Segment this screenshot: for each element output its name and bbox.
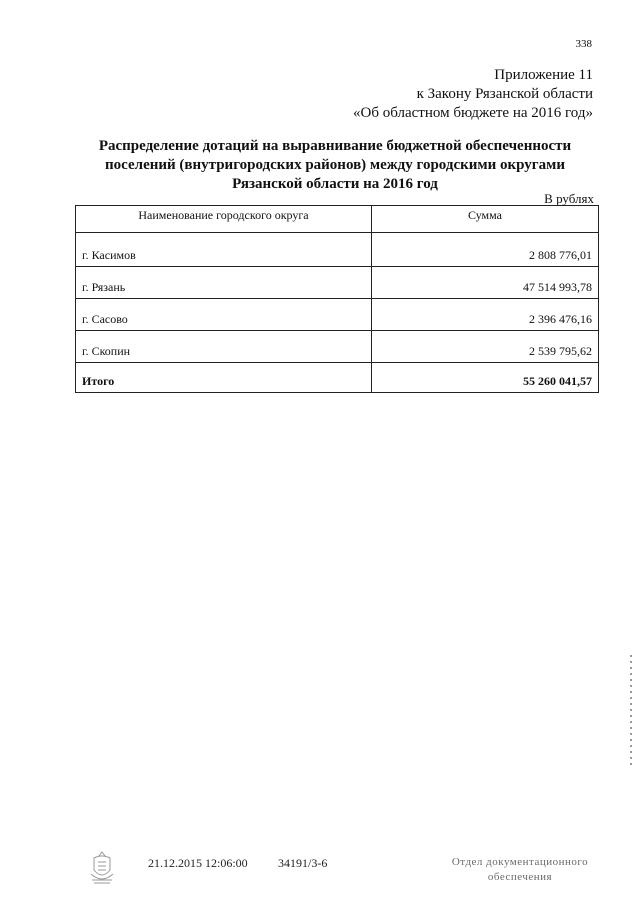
appendix-block (353, 66, 593, 123)
footer-reg-number: 34191/3-6 (278, 856, 328, 870)
district-name: г. Скопин (76, 331, 372, 363)
title-line: Рязанской области на 2016 год (232, 176, 438, 192)
district-name: г. Рязань (76, 267, 372, 299)
coat-of-arms-icon (88, 850, 116, 886)
appendix-line: к Закону Рязанской области (416, 86, 593, 102)
table-header-row (76, 206, 599, 233)
total-row (76, 363, 599, 393)
page-number: 338 (575, 38, 592, 50)
document-title (70, 137, 600, 194)
appendix-line: «Об областном бюджете на 2016 год» (353, 105, 593, 121)
column-header-amount: Сумма (372, 206, 599, 233)
table-row (76, 267, 599, 299)
district-amount: 2 808 776,01 (372, 233, 599, 267)
appendix-line: Приложение 11 (494, 67, 593, 83)
district-name: г. Сасово (76, 299, 372, 331)
district-amount: 2 539 795,62 (372, 331, 599, 363)
stamp-line: Отдел документационного (451, 856, 589, 868)
column-header-name: Наименование городского округа (76, 206, 372, 233)
scan-edge-marks (630, 655, 632, 765)
footer-datetime: 21.12.2015 12:06:00 (148, 856, 248, 870)
allocation-table (75, 205, 599, 393)
unit-note: В рублях (544, 191, 594, 206)
table-row (76, 233, 599, 267)
table-row (76, 331, 599, 363)
stamp-line: обеспечения (487, 871, 553, 883)
total-amount: 55 260 041,57 (372, 363, 599, 393)
title-line: Распределение дотаций на выравнивание бюджетной обеспеченности (98, 138, 572, 154)
district-name: г. Касимов (76, 233, 372, 267)
title-line: поселений (внутригородских районов) между городскими округами (105, 157, 565, 173)
department-stamp (440, 855, 600, 885)
district-amount: 47 514 993,78 (372, 267, 599, 299)
district-amount: 2 396 476,16 (372, 299, 599, 331)
total-label: Итого (76, 363, 372, 393)
table-row (76, 299, 599, 331)
